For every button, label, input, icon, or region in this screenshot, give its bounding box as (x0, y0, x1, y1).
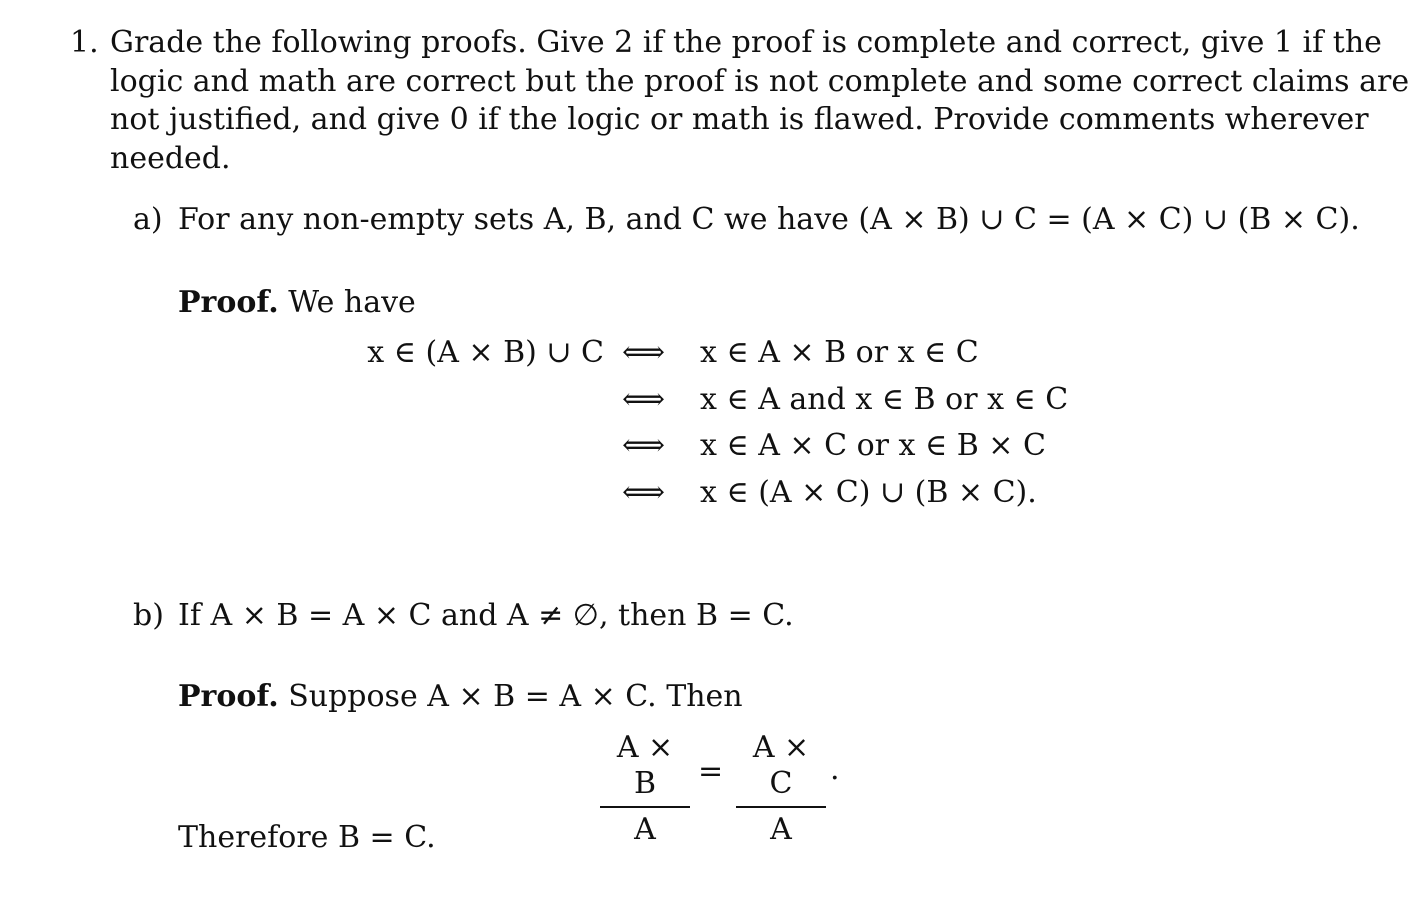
iff-arrow-1: ⟺ (622, 335, 666, 370)
part-b-label: b) (133, 598, 164, 633)
iff-arrow-4: ⟺ (622, 475, 666, 510)
equation-step-2: x ∈ A and x ∈ B or x ∈ C (700, 382, 1069, 417)
fraction-right-denominator: A (770, 811, 792, 847)
equation-step-3: x ∈ A × C or x ∈ B × C (700, 428, 1046, 463)
part-a-proof-intro: We have (288, 285, 416, 320)
part-b-proof-heading (178, 678, 743, 716)
fraction-left-denominator: A (634, 811, 656, 847)
part-b-conclusion: Therefore B = C. (178, 820, 436, 855)
part-a-proof-heading (178, 284, 416, 322)
instructions-line-4: needed. (110, 141, 231, 176)
equation-step-1: x ∈ A × B or x ∈ C (700, 335, 979, 370)
equation-lhs: x ∈ (A × B) ∪ C (367, 335, 604, 370)
fraction-left-numerator: A × B (616, 730, 674, 801)
instructions-line-2: logic and math are correct but the proof is not complete and some correct claims are (110, 64, 1410, 99)
problem-number: 1. (70, 25, 99, 60)
fraction-left-bar (600, 806, 690, 808)
fraction-right-bar (736, 806, 826, 808)
part-b-statement: If A × B = A × C and A ≠ ∅, then B = C. (178, 598, 794, 633)
iff-arrow-3: ⟺ (622, 428, 666, 463)
fraction-equals-sign: = (698, 754, 724, 789)
part-a-statement: For any non-empty sets A, B, and C we have (A × B) ∪ C = (A × C) ∪ (B × C). (178, 202, 1360, 237)
fraction-right-numerator: A × C (752, 730, 810, 801)
part-b-proof-label: Proof. (178, 679, 279, 714)
iff-arrow-2: ⟺ (622, 382, 666, 417)
equation-step-4: x ∈ (A × C) ∪ (B × C). (700, 475, 1037, 510)
instructions-line-3: not justified, and give 0 if the logic or math is flawed. Provide comments wherever (110, 102, 1369, 137)
part-a-proof-label: Proof. (178, 285, 279, 320)
fraction-period: . (830, 752, 840, 787)
part-b-proof-intro: Suppose A × B = A × C. Then (288, 679, 743, 714)
part-a-label: a) (133, 202, 163, 237)
instructions-line-1: Grade the following proofs. Give 2 if the proof is complete and correct, give 1 if the (110, 25, 1382, 60)
fraction-right (736, 730, 826, 848)
fraction-left (600, 730, 690, 848)
